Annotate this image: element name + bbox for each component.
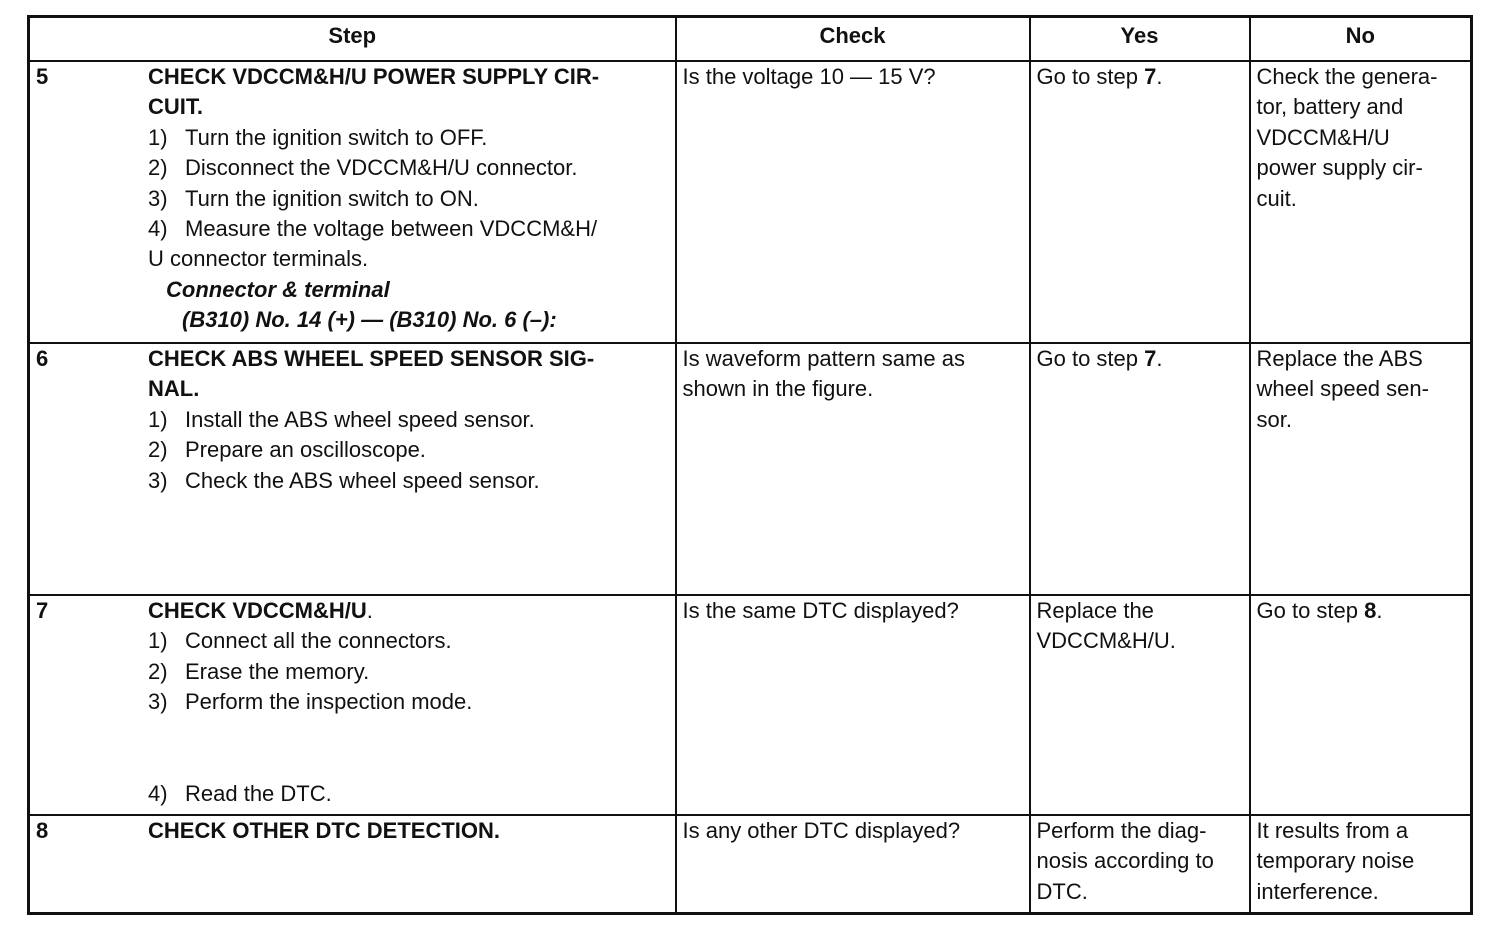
connector-value: (B310) No. 14 (+) — (B310) No. 6 (–): [182,307,557,333]
table-row-step-7 [29,595,1472,815]
no-cell: Go to step 8. [1250,595,1472,815]
check-cell: Is waveform pattern same as shown in the figure. [676,343,1030,595]
substep: 1) Install the ABS wheel speed sensor. [148,406,535,432]
substep: 4) Measure the voltage between VDCCM&H/ [148,216,598,242]
step-cell [29,595,676,815]
yes-cell: Go to step 7. [1030,343,1250,595]
step-title-cont: NAL. [148,376,200,402]
yes-cell: Go to step 7. [1030,61,1250,343]
check-cell: Is the same DTC displayed? [676,595,1030,815]
step-body [148,596,669,809]
substep: 3) Perform the inspection mode. [148,689,473,715]
table-header-row [29,17,1472,62]
step-number: 7 [36,598,49,623]
step-cell [29,815,676,914]
no-step-ref: 8 [1364,598,1377,623]
step-cell [29,343,676,595]
step-cell [29,61,676,343]
step-title: CHECK VDCCM&H/U. [148,598,373,623]
step-body [148,344,669,496]
substep: 3) Turn the ignition switch to ON. [148,185,479,211]
step-title-cont: CUIT. [148,94,203,120]
step-body [148,816,669,846]
step-number: 8 [36,818,49,843]
substep: 4) Read the DTC. [148,780,332,806]
connector-label: Connector & terminal [166,276,390,302]
substep: 1) Connect all the connectors. [148,628,452,654]
substep: 3) Check the ABS wheel speed sensor. [148,467,540,493]
table-row-step-8 [29,815,1472,914]
yes-step-ref: 7 [1144,64,1157,89]
step-title: CHECK ABS WHEEL SPEED SENSOR SIG- [148,346,595,371]
header-step: Step [29,17,676,62]
substep: 2) Erase the memory. [148,658,370,684]
header-no: No [1250,17,1472,62]
step-number: 6 [36,346,49,371]
step-number: 5 [36,64,49,89]
no-cell: It results from a temporary noise interference. [1250,815,1472,914]
check-cell: Is the voltage 10 — 15 V? [676,61,1030,343]
no-cell: Replace the ABS wheel speed sen- sor. [1250,343,1472,595]
step-title: CHECK VDCCM&H/U POWER SUPPLY CIR- [148,64,600,89]
yes-cell: Perform the diag- nosis according to DTC. [1030,815,1250,914]
table-row-step-6 [29,343,1472,595]
substep: 2) Prepare an oscilloscope. [148,437,426,463]
check-cell: Is any other DTC displayed? [676,815,1030,914]
step-body [148,62,669,336]
diagnostic-table [27,15,1473,915]
header-check: Check [676,17,1030,62]
table-row-step-5 [29,61,1472,343]
substep-continuation: U connector terminals. [148,246,369,272]
header-yes: Yes [1030,17,1250,62]
figure-gap [148,718,665,779]
substep: 1) Turn the ignition switch to OFF. [148,124,488,150]
step-title: CHECK OTHER DTC DETECTION. [148,818,500,843]
no-cell: Check the genera- tor, battery and VDCCM&H/U power supply cir- cuit. [1250,61,1472,343]
yes-cell: Replace the VDCCM&H/U. [1030,595,1250,815]
yes-step-ref: 7 [1144,346,1157,371]
substep: 2) Disconnect the VDCCM&H/U connector. [148,155,578,181]
